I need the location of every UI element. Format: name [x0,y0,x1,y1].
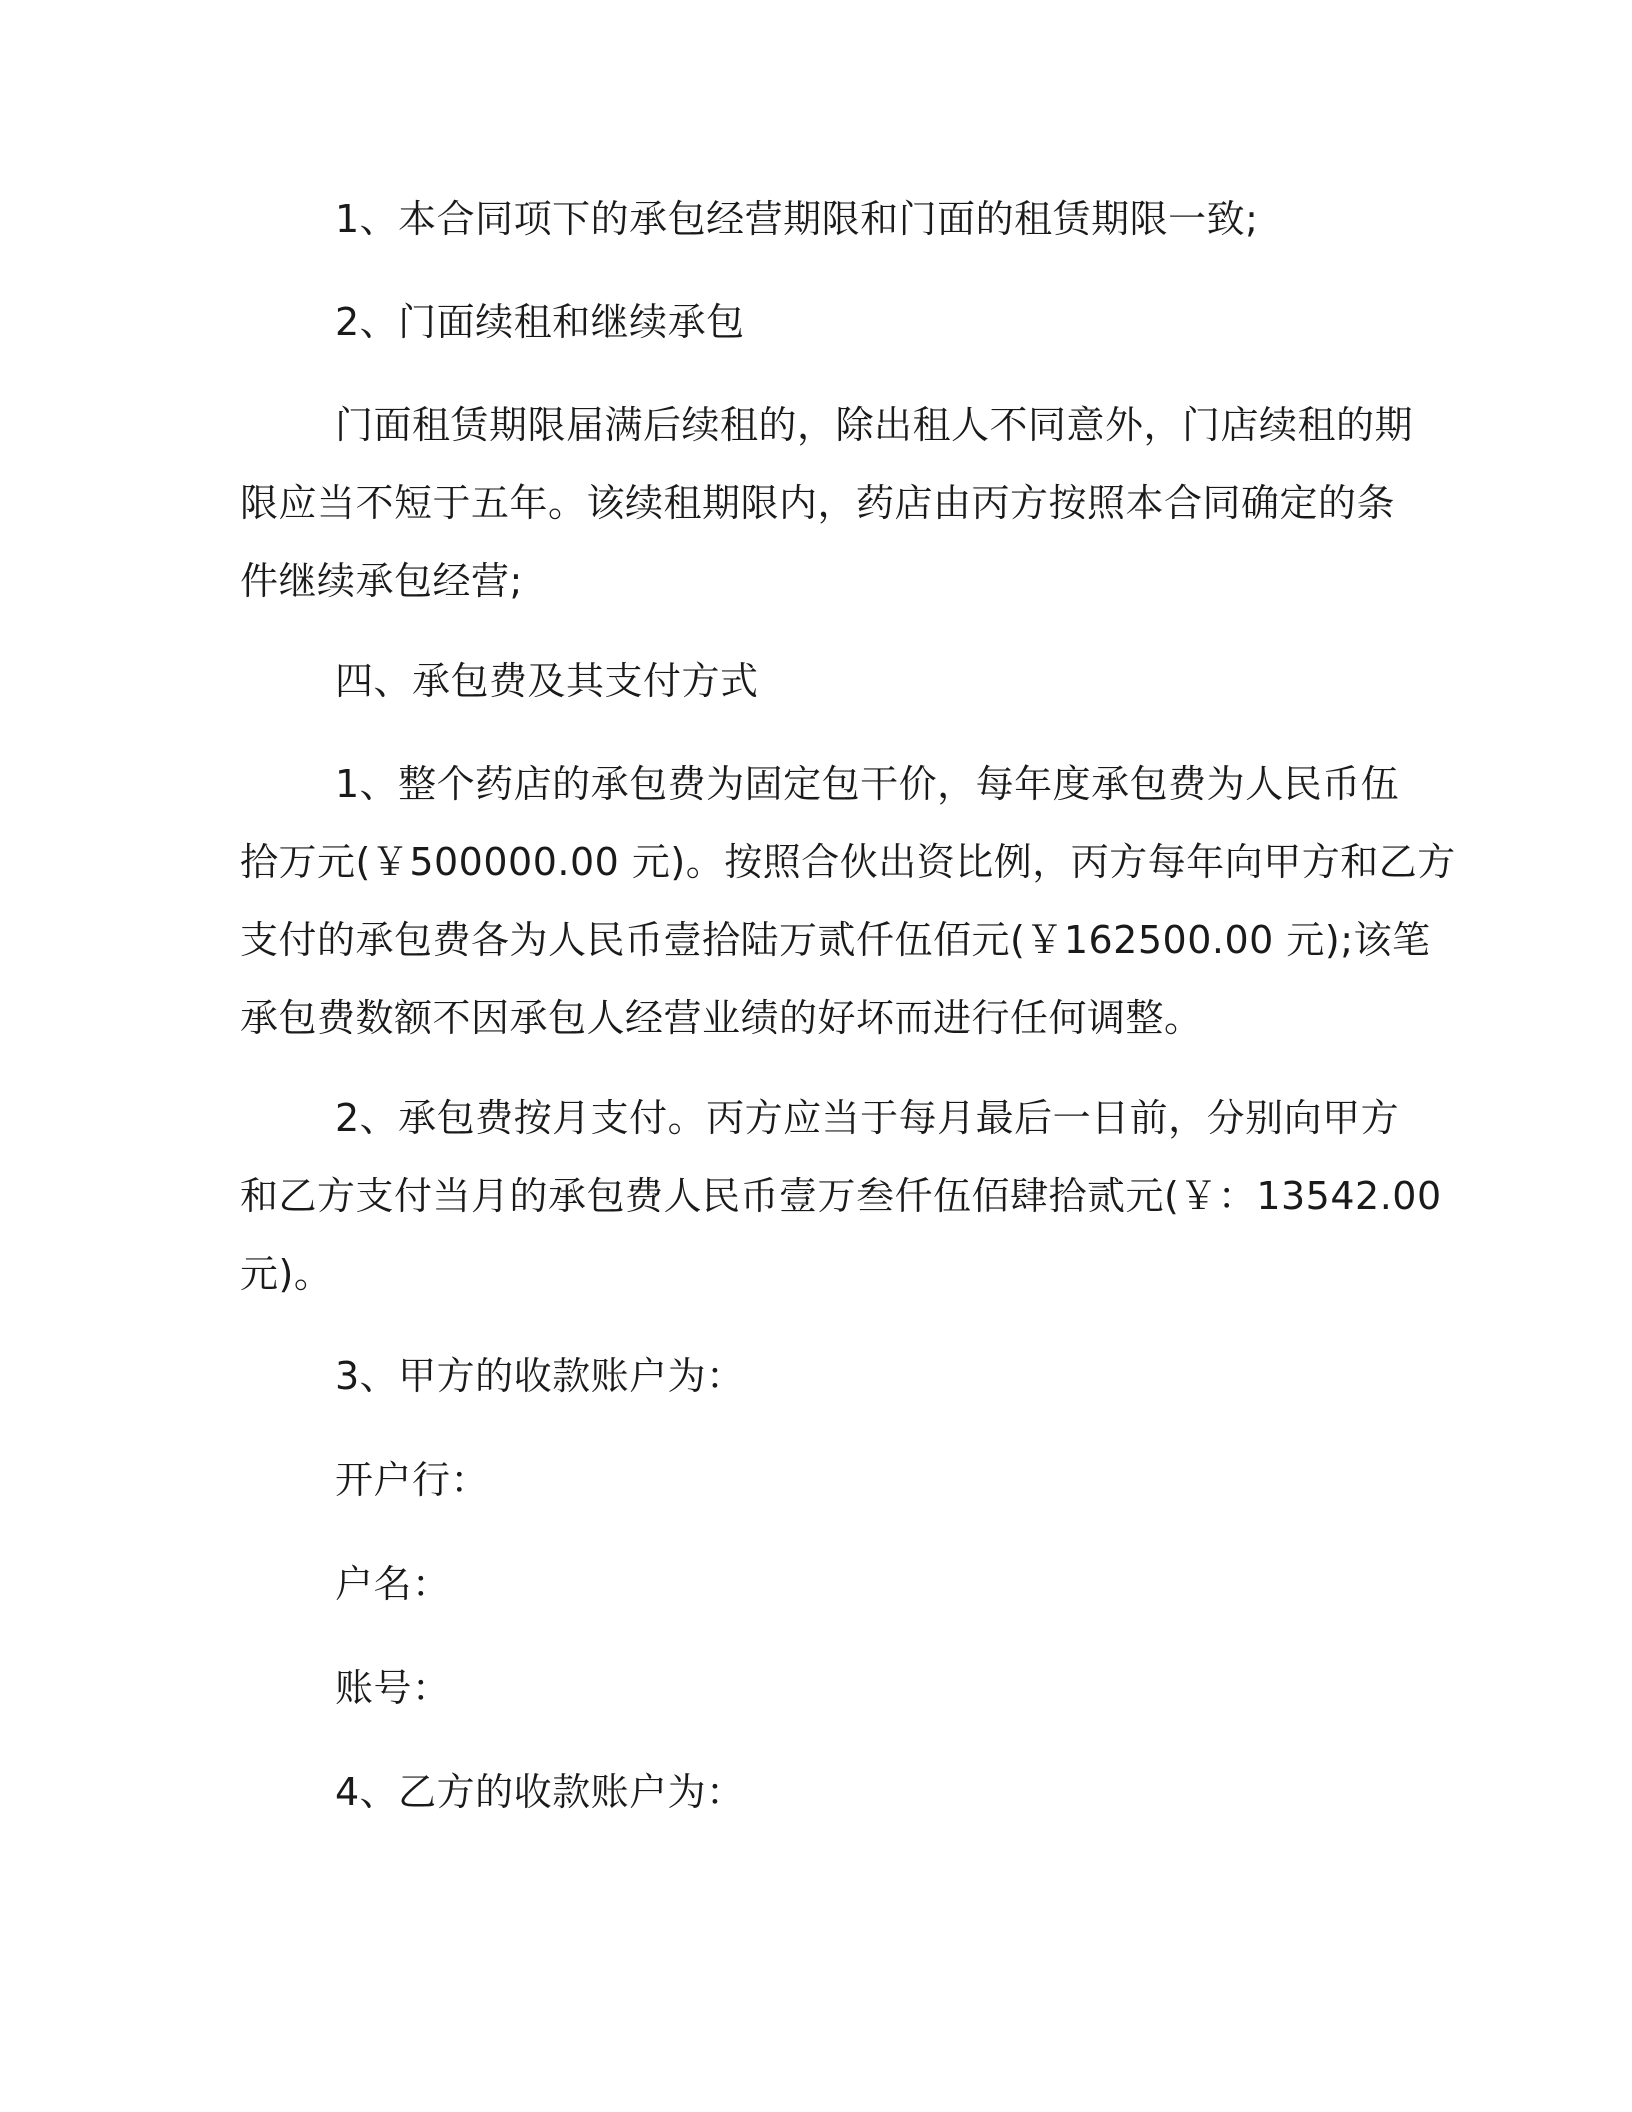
field-label: 账号： [335,1666,451,1710]
paragraph-line: 2、门面续租和继续承包 [335,300,745,344]
paragraph-line: 门面租赁期限届满后续租的，除出租人不同意外，门店续租的期 [335,403,1414,447]
clause-renewal-heading [240,283,1400,361]
paragraph-line: 2、承包费按月支付。丙方应当于每月最后一日前，分别向甲方 [335,1096,1400,1140]
paragraph-line: 4、乙方的收款账户为： [335,1770,745,1814]
paragraph-line: 件继续承包经营; [240,559,523,603]
field-bank-name [240,1441,1400,1519]
paragraph-line: 支付的承包费各为人民币壹拾陆万贰仟伍佰元(￥162500.00 元);该笔 [240,918,1431,962]
clause-renewal-body [240,386,1414,620]
paragraph-line: 3、甲方的收款账户为： [335,1354,745,1398]
clause-monthly-payment [240,1079,1442,1313]
field-label: 户名： [335,1562,451,1606]
clause-term-consistency [240,180,1400,258]
paragraph-line: 承包费数额不因承包人经营业绩的好坏而进行任何调整。 [240,996,1203,1040]
paragraph-line: 拾万元(￥500000.00 元)。按照合伙出资比例，丙方每年向甲方和乙方 [240,840,1456,884]
field-account-name [240,1545,1400,1623]
paragraph-line: 元)。 [240,1252,333,1296]
paragraph-line: 和乙方支付当月的承包费人民币壹万叁仟伍佰肆拾贰元(￥：13542.00 [240,1174,1442,1218]
paragraph-line: 限应当不短于五年。该续租期限内，药店由丙方按照本合同确定的条 [240,481,1396,525]
clause-fee-amount [240,745,1456,1057]
section-heading: 四、承包费及其支付方式 [335,659,759,703]
paragraph-line: 1、本合同项下的承包经营期限和门面的租赁期限一致; [335,197,1259,241]
field-label: 开户行： [335,1458,490,1502]
section-heading-fee [240,642,1400,720]
paragraph-line: 1、整个药店的承包费为固定包干价，每年度承包费为人民币伍 [335,762,1400,806]
clause-party-b-account [240,1753,1400,1831]
field-account-number [240,1649,1400,1727]
clause-party-a-account [240,1337,1400,1415]
